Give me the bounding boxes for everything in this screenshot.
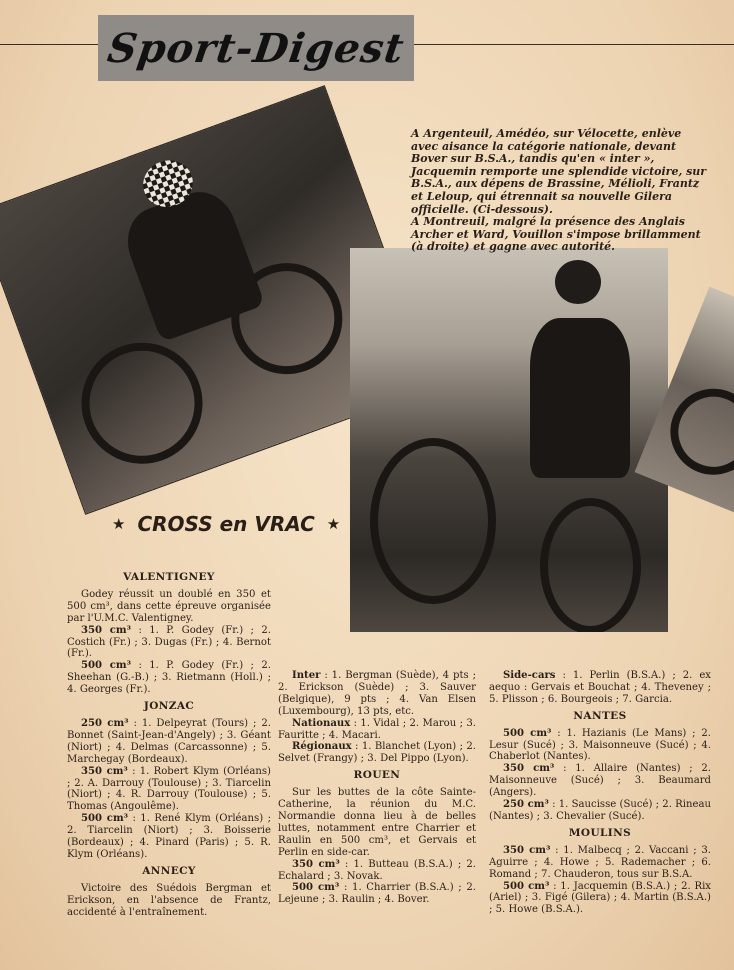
- result-class: 500 cm³: [503, 880, 550, 892]
- section-intro: Victoire des Suédois Bergman et Erickson, en l'absence de Frantz, accidenté à l'entraînement.: [67, 882, 271, 918]
- star-icon: ★: [326, 515, 341, 533]
- photo-2-helmet: [555, 260, 601, 304]
- result-text: : 1. Delpeyrat (Tours) ; 2. Bonnet (Saint-Jean-d'Angely) ; 3. Géant (Niort) ; 4. Delmas (Carcassonne) ; 5. Marchegay (Bordeaux).: [67, 717, 271, 765]
- caption-paragraph: A Montreuil, malgré la présence des Anglais Archer et Ward, Vouillon s'impose brillamment (à droite) et gagne avec autorité.: [411, 215, 701, 254]
- section-heading-moulins: MOULINS: [568, 826, 632, 839]
- photo-1-front-wheel: [64, 326, 219, 481]
- result-text: : 1. Perlin (B.S.A.) ; 2. ex aequo : Gervais et Bouchat ; 4. Theveney ; 5. Plisson ; 6. Bourgeois ; 7. Garcia.: [489, 670, 711, 705]
- result-class: Inter: [292, 670, 321, 681]
- result-line: [278, 670, 476, 718]
- header-rule-right: [414, 44, 734, 45]
- section-intro: Godey réussit un doublé en 350 et 500 cm³, dans cette épreuve organisée par l'U.M.C. Valentigney.: [67, 588, 271, 624]
- result-line: [67, 625, 271, 661]
- result-line: [67, 660, 271, 696]
- result-line: [489, 799, 711, 823]
- section-heading-valentigney: VALENTIGNEY: [123, 571, 215, 583]
- caption-paragraph: A Argenteuil, Amédéo, sur Vélocette, enlève avec aisance la catégorie nationale, devant Bover sur B.S.A., tandis qu'en « inter », Jacquemin remporte une splendide victoire, sur B.S.A., aux dépens de Brassine, Mélioli, Frantz et Leloup, qui étrennait sa nouvelle Gilera officielle. (Ci-dessous).: [411, 127, 707, 216]
- article-title: [112, 510, 352, 538]
- article-title-text: CROSS en VRAC: [137, 512, 315, 536]
- result-class: 350 cm³: [503, 763, 555, 775]
- result-text: : 1. Bergman (Suède), 4 pts ; 2. Erickson (Suède) ; 3. Sauver (Belgique), 9 pts ; 4. Van Elsen (Luxembourg), 13 pts, etc.: [278, 670, 476, 717]
- result-line: [67, 718, 271, 766]
- result-line: [489, 670, 711, 706]
- result-line: [67, 813, 271, 861]
- result-text: : 1. Hazianis (Le Mans) ; 2. Lesur (Sucé) ; 3. Maisonneuve (Sucé) ; 4. Chaberlot (Nantes).: [489, 727, 711, 763]
- result-line: [489, 881, 711, 917]
- photo-3-wheel: [657, 376, 734, 488]
- result-line: [489, 845, 711, 881]
- result-class: 500 cm³: [81, 813, 129, 825]
- photo-2-rider: [530, 318, 630, 478]
- article-column-1: [67, 572, 271, 918]
- photo-caption: [411, 128, 707, 254]
- header-banner: [98, 15, 414, 81]
- result-text: : 1. Charrier (B.S.A.) ; 2. Lejeune ; 3. Raulin ; 4. Bover.: [278, 882, 476, 906]
- result-class: 350 cm³: [81, 624, 132, 636]
- result-class: 250 cm³: [81, 717, 129, 729]
- result-line: [67, 766, 271, 814]
- result-line: [278, 882, 476, 906]
- result-text: : 1. Saucisse (Sucé) ; 2. Rineau (Nantes) ; 3. Chevalier (Sucé).: [489, 799, 711, 822]
- photo-2-front-wheel: [370, 438, 496, 604]
- result-class: 250 cm³: [503, 799, 549, 811]
- section-heading-jonzac: JONZAC: [143, 700, 195, 713]
- header-rule-left: [0, 44, 98, 45]
- result-line: [278, 741, 476, 765]
- result-text: : 1. Jacquemin (B.S.A.) ; 2. Rix (Ariel) ; 3. Figé (Gilera) ; 4. Martin (B.S.A.) ; 5. Howe (B.S.A.).: [489, 880, 711, 916]
- result-text: : 1. Allaire (Nantes) ; 2. Maisonneuve (Sucé) ; 3. Beaumard (Angers).: [489, 763, 711, 799]
- photo-rider-motocross: [350, 248, 668, 632]
- section-heading-rouen: ROUEN: [353, 769, 401, 782]
- result-text: : 1. Blanchet (Lyon) ; 2. Selvet (Frangy) ; 3. Del Pippo (Lyon).: [278, 741, 476, 765]
- article-column-2: [278, 670, 476, 906]
- result-text: : 1. Malbecq ; 2. Vaccani ; 3. Aguirre ; 4. Howe ; 5. Rademacher ; 6. Romand ; 7. Chauderon, tous sur B.S.A.: [489, 844, 711, 880]
- page-title: Sport-Digest: [104, 24, 408, 72]
- result-line: [278, 859, 476, 883]
- result-class: 500 cm³: [81, 660, 132, 672]
- article-column-3: [489, 670, 711, 916]
- result-text: : 1. Vidal ; 2. Marou ; 3. Fauritte ; 4. Macari.: [278, 717, 476, 741]
- section-heading-annecy: ANNECY: [142, 864, 196, 877]
- result-text: : 1. P. Godey (Fr.) ; 2. Sheehan (G.-B.) ; 3. Rietmann (Holl.) ; 4. Georges (Fr.).: [67, 660, 271, 696]
- result-line: [489, 728, 711, 764]
- result-class: Nationaux: [292, 717, 351, 729]
- result-class: 350 cm³: [81, 765, 128, 777]
- result-text: : 1. Butteau (B.S.A.) ; 2. Echalard ; 3. Novak.: [278, 858, 476, 882]
- section-intro: Sur les buttes de la côte Sainte-Catherine, la réunion du M.C. Normandie donna lieu à de belles luttes, notamment entre Charrier et Raulin en 500 cm³, et Gervais et Perlin en side-car.: [278, 787, 476, 858]
- result-line: [278, 718, 476, 742]
- result-class: 500 cm³: [503, 727, 552, 739]
- result-text: : 1. René Klym (Orléans) ; 2. Tiarcelin (Niort) ; 3. Boisserie (Bordeaux) ; 4. Pinard (Paris) ; 5. R. Klym (Orléans).: [67, 813, 271, 860]
- result-class: Régionaux: [292, 741, 352, 753]
- photo-2-rear-wheel: [540, 498, 641, 632]
- result-line: [489, 763, 711, 799]
- result-class: Side-cars: [503, 670, 556, 681]
- result-class: 500 cm³: [292, 882, 340, 894]
- result-class: 350 cm³: [503, 844, 551, 856]
- result-class: 350 cm³: [292, 858, 340, 870]
- result-text: : 1. Robert Klym (Orléans) ; 2. A. Darrouy (Toulouse) ; 3. Tiarcelin (Niort) ; 4. R. Darrouy (Toulouse) ; 5. Thomas (Angoulême).: [67, 765, 271, 813]
- result-text: : 1. P. Godey (Fr.) ; 2. Costich (Fr.) ; 3. Dugas (Fr.) ; 4. Bernot (Fr.).: [67, 624, 271, 660]
- star-icon: ★: [112, 515, 126, 533]
- section-heading-nantes: NANTES: [573, 709, 627, 722]
